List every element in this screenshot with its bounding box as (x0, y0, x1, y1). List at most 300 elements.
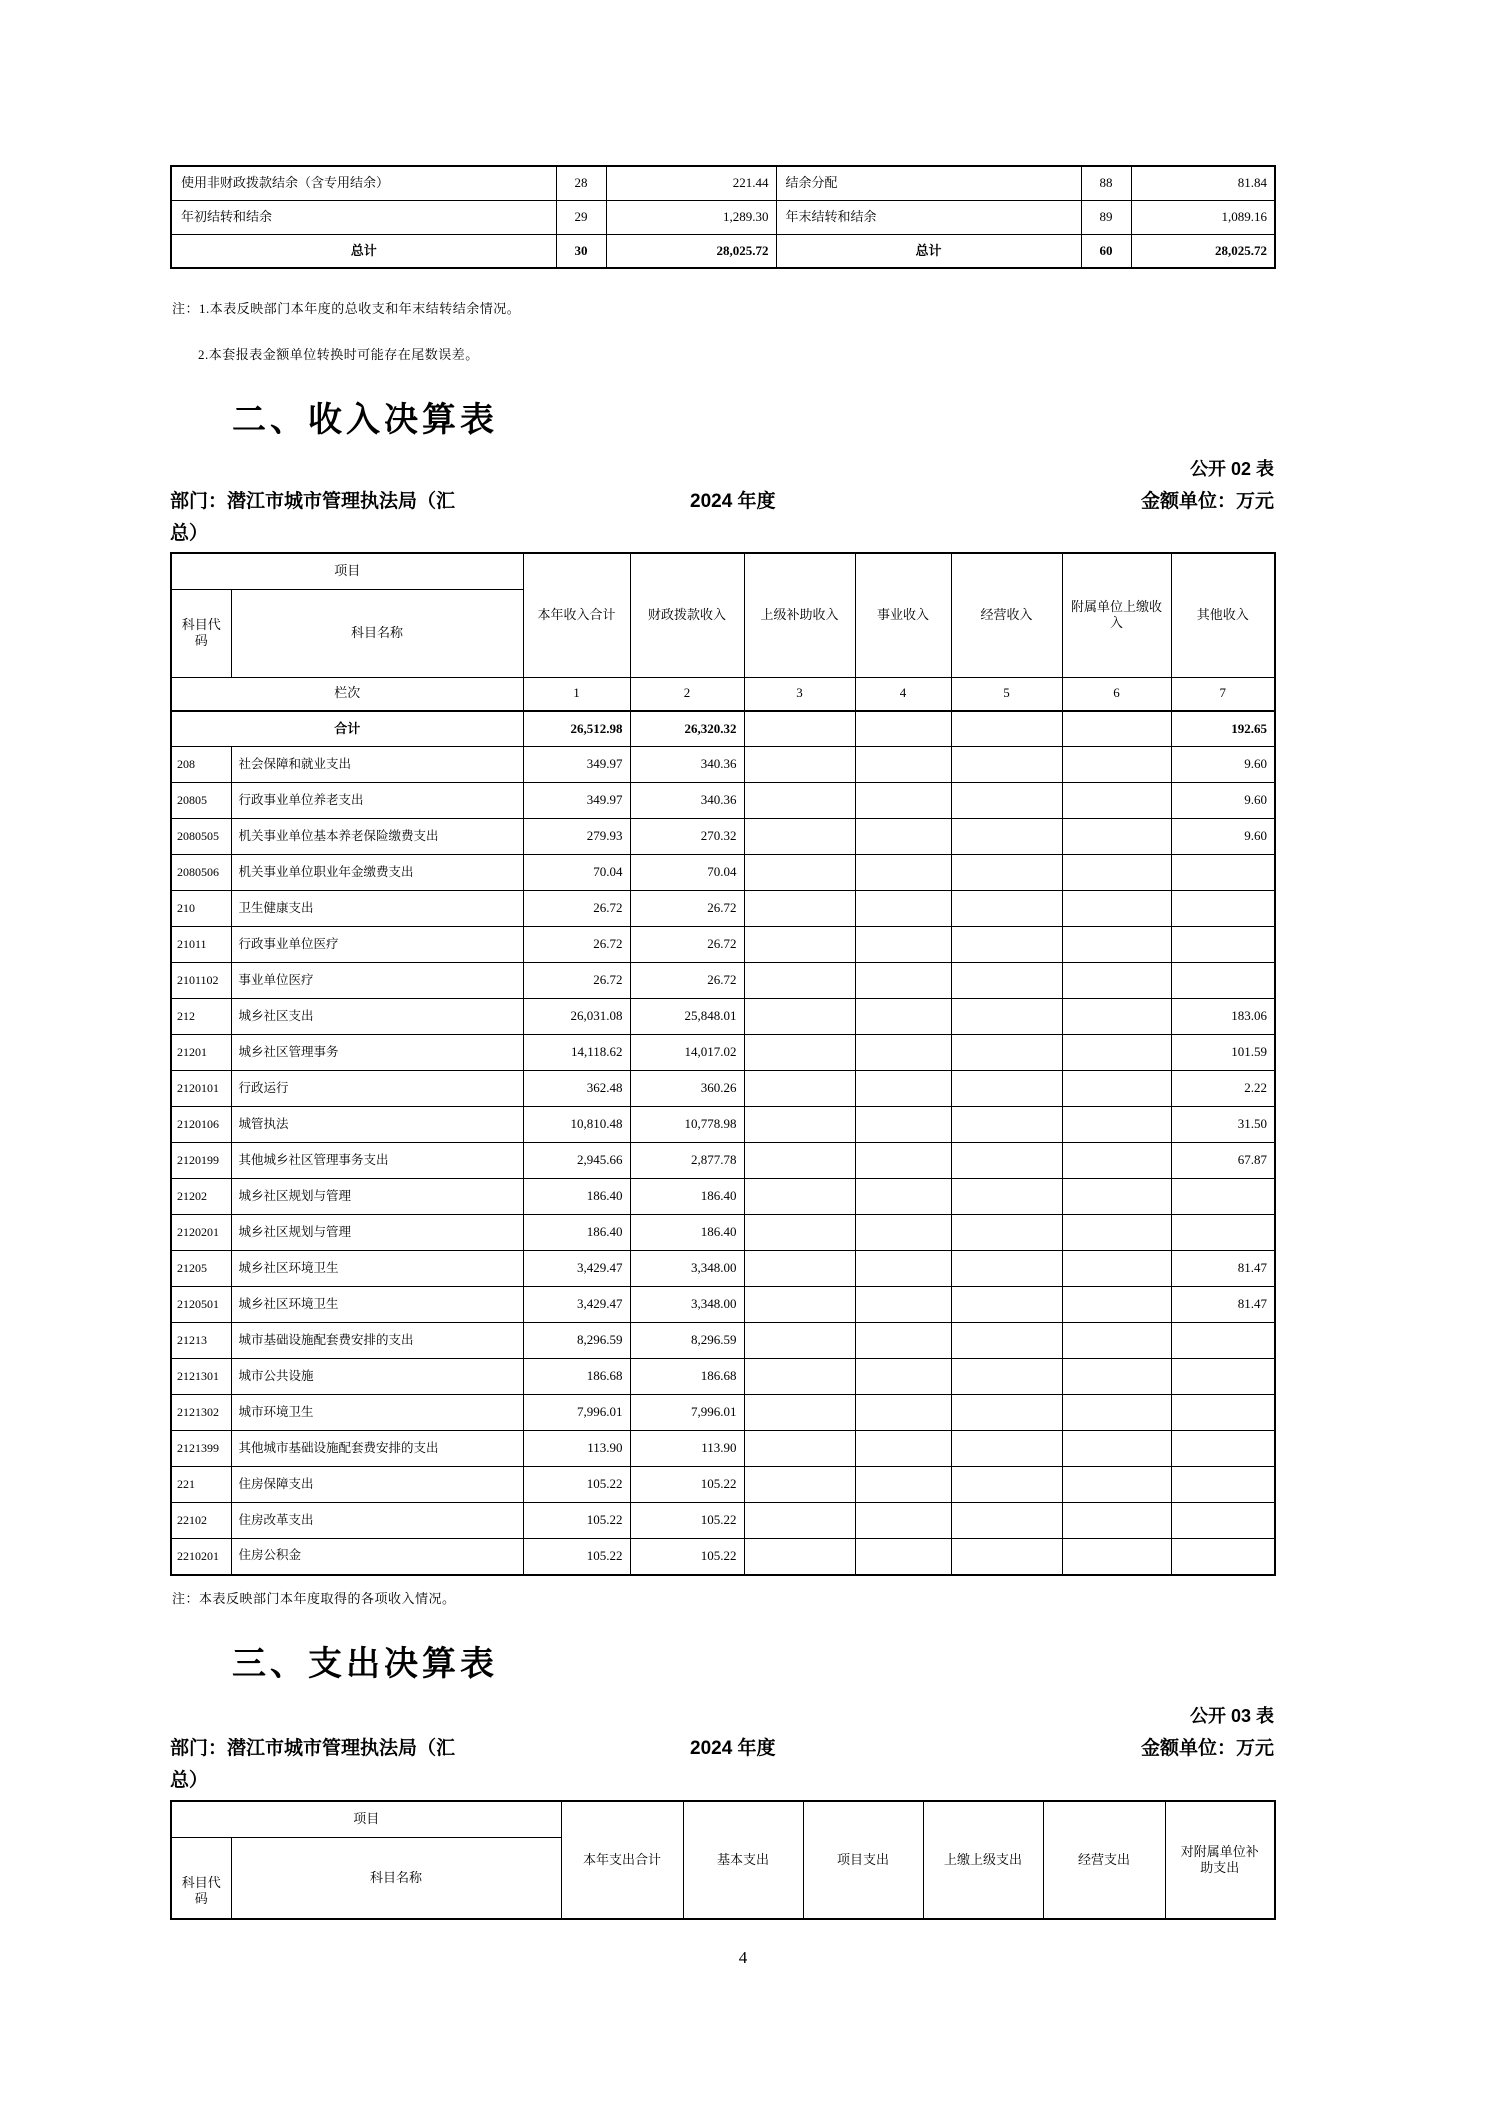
value-cell: 105.22 (630, 1539, 744, 1575)
expense-header-row-1 (171, 1801, 1275, 1837)
value-cell (744, 1035, 855, 1071)
value-cell (951, 927, 1062, 963)
amount-unit: 金额单位：万元 (1140, 1738, 1274, 1759)
note-2: 2.本套报表金额单位转换时可能存在尾数误差。 (198, 347, 479, 362)
value-cell (855, 1251, 951, 1287)
subject-name-cell: 城乡社区规划与管理 (231, 1179, 523, 1215)
value-cell (744, 855, 855, 891)
value-cell (951, 1503, 1062, 1539)
value-cell (1062, 1323, 1171, 1359)
value-cell (855, 1359, 951, 1395)
value-cell: 186.68 (630, 1359, 744, 1395)
column-header: 上级补助收入 (744, 553, 855, 677)
value-cell: 9.60 (1171, 819, 1275, 855)
subject-code-cell: 21205 (171, 1251, 231, 1287)
department-label: 部门：潜江市城市管理执法局（汇 (170, 491, 456, 512)
value-cell (1171, 1431, 1275, 1467)
value-cell (951, 1431, 1062, 1467)
value-cell (855, 963, 951, 999)
income-row (171, 891, 1275, 927)
value-cell: 360.26 (630, 1071, 744, 1107)
total-label: 合计 (171, 711, 523, 747)
total-value: 26,512.98 (523, 711, 630, 747)
value-cell (744, 1395, 855, 1431)
value-cell (951, 747, 1062, 783)
value-cell: 67.87 (1171, 1143, 1275, 1179)
subject-code-cell: 212 (171, 999, 231, 1035)
subject-code-cell: 21011 (171, 927, 231, 963)
value-cell (744, 1071, 855, 1107)
value-cell (744, 1539, 855, 1575)
income-row (171, 855, 1275, 891)
fiscal-year: 2024 年度 (690, 491, 776, 512)
income-row (171, 963, 1275, 999)
right-line-code: 89 (1081, 200, 1131, 234)
value-cell (951, 1071, 1062, 1107)
income-row (171, 1107, 1275, 1143)
value-cell (855, 1107, 951, 1143)
subject-code-header-text: 科目代码 (181, 1875, 221, 1907)
value-cell: 183.06 (1171, 999, 1275, 1035)
value-cell: 270.32 (630, 819, 744, 855)
fiscal-year: 2024 年度 (690, 1738, 776, 1759)
left-item-label: 总计 (171, 234, 556, 268)
value-cell: 26.72 (523, 963, 630, 999)
subject-name-cell: 城乡社区管理事务 (231, 1035, 523, 1071)
column-header: 项目支出 (803, 1801, 923, 1919)
value-cell: 349.97 (523, 747, 630, 783)
column-header: 经营收入 (951, 553, 1062, 677)
value-cell: 3,348.00 (630, 1287, 744, 1323)
value-cell (855, 1035, 951, 1071)
subject-code-cell: 20805 (171, 783, 231, 819)
right-item-label: 年末结转和结余 (776, 200, 1081, 234)
value-cell (951, 1107, 1062, 1143)
value-cell (855, 783, 951, 819)
column-header: 财政拨款收入 (630, 553, 744, 677)
value-cell: 186.68 (523, 1359, 630, 1395)
income-header-row-1 (171, 553, 1275, 589)
value-cell (951, 891, 1062, 927)
income-row (171, 1323, 1275, 1359)
expense-table (170, 1800, 1276, 1920)
column-index-label: 栏次 (171, 677, 523, 711)
value-cell (855, 819, 951, 855)
value-cell (855, 1071, 951, 1107)
value-cell (951, 1323, 1062, 1359)
value-cell (1171, 963, 1275, 999)
expense-meta-line (170, 1733, 1274, 1760)
value-cell (1062, 1503, 1171, 1539)
subject-name-cell: 机关事业单位职业年金缴费支出 (231, 855, 523, 891)
left-line-code: 30 (556, 234, 606, 268)
value-cell (1062, 927, 1171, 963)
department-label-wrap: 总） (170, 523, 209, 544)
amount-unit: 金额单位：万元 (1140, 491, 1274, 512)
value-cell (855, 1539, 951, 1575)
value-cell: 14,118.62 (523, 1035, 630, 1071)
subject-code-cell: 2080505 (171, 819, 231, 855)
value-cell: 186.40 (523, 1215, 630, 1251)
value-cell (1171, 1359, 1275, 1395)
value-cell (1171, 1539, 1275, 1575)
subject-code-cell: 2080506 (171, 855, 231, 891)
value-cell: 2,877.78 (630, 1143, 744, 1179)
income-row (171, 1467, 1275, 1503)
income-row (171, 1071, 1275, 1107)
value-cell (951, 1359, 1062, 1395)
value-cell (744, 1323, 855, 1359)
value-cell: 340.36 (630, 747, 744, 783)
value-cell (744, 1215, 855, 1251)
subject-code-cell: 2120106 (171, 1107, 231, 1143)
value-cell: 105.22 (630, 1503, 744, 1539)
value-cell: 105.22 (523, 1467, 630, 1503)
value-cell (855, 1143, 951, 1179)
subject-code-cell: 21201 (171, 1035, 231, 1071)
left-line-code: 29 (556, 200, 606, 234)
subject-code-cell: 2121302 (171, 1395, 231, 1431)
value-cell (951, 1395, 1062, 1431)
income-row (171, 999, 1275, 1035)
subject-code-cell: 221 (171, 1467, 231, 1503)
value-cell (1062, 783, 1171, 819)
column-header: 事业收入 (855, 553, 951, 677)
income-section-title: 二、收入决算表 (232, 401, 498, 439)
value-cell: 7,996.01 (523, 1395, 630, 1431)
subject-code-cell: 2121399 (171, 1431, 231, 1467)
value-cell (744, 1503, 855, 1539)
subject-code-header (171, 1837, 231, 1919)
value-cell: 105.22 (523, 1539, 630, 1575)
value-cell (951, 1035, 1062, 1071)
subject-code-cell: 2120199 (171, 1143, 231, 1179)
summary-row (171, 234, 1275, 268)
right-line-code: 88 (1081, 166, 1131, 200)
value-cell (855, 855, 951, 891)
value-cell: 279.93 (523, 819, 630, 855)
value-cell (951, 1179, 1062, 1215)
value-cell (1062, 1467, 1171, 1503)
subject-code-cell: 2121301 (171, 1359, 231, 1395)
income-row (171, 1035, 1275, 1071)
value-cell (855, 1323, 951, 1359)
total-value (1062, 711, 1171, 747)
value-cell (744, 819, 855, 855)
expense-table-code: 公开 03 表 (1189, 1706, 1274, 1726)
value-cell (951, 999, 1062, 1035)
value-cell (1062, 1251, 1171, 1287)
value-cell: 81.47 (1171, 1287, 1275, 1323)
value-cell (744, 1179, 855, 1215)
subject-name-cell: 卫生健康支出 (231, 891, 523, 927)
value-cell (1062, 1179, 1171, 1215)
income-row (171, 1143, 1275, 1179)
value-cell: 8,296.59 (523, 1323, 630, 1359)
subject-name-cell: 城管执法 (231, 1107, 523, 1143)
value-cell (1062, 1215, 1171, 1251)
value-cell: 10,810.48 (523, 1107, 630, 1143)
value-cell (855, 1179, 951, 1215)
value-cell (1062, 1431, 1171, 1467)
column-index: 7 (1171, 677, 1275, 711)
value-cell (951, 819, 1062, 855)
subject-name-cell: 住房保障支出 (231, 1467, 523, 1503)
subject-code-cell: 2101102 (171, 963, 231, 999)
income-table (170, 552, 1276, 1576)
value-cell: 26.72 (630, 963, 744, 999)
value-cell (951, 1143, 1062, 1179)
value-cell (1062, 891, 1171, 927)
subject-name-cell: 城乡社区规划与管理 (231, 1215, 523, 1251)
value-cell: 2.22 (1171, 1071, 1275, 1107)
column-header: 基本支出 (683, 1801, 803, 1919)
subject-code-cell: 2120501 (171, 1287, 231, 1323)
value-cell (1062, 1395, 1171, 1431)
column-index: 6 (1062, 677, 1171, 711)
income-row (171, 783, 1275, 819)
value-cell (744, 1431, 855, 1467)
right-amount: 81.84 (1131, 166, 1275, 200)
value-cell (951, 1251, 1062, 1287)
value-cell: 186.40 (630, 1215, 744, 1251)
subject-name-cell: 住房公积金 (231, 1539, 523, 1575)
income-table-note: 注：本表反映部门本年度取得的各项收入情况。 (172, 1591, 456, 1606)
value-cell: 7,996.01 (630, 1395, 744, 1431)
value-cell: 362.48 (523, 1071, 630, 1107)
value-cell (1062, 999, 1171, 1035)
value-cell: 105.22 (630, 1467, 744, 1503)
income-row (171, 747, 1275, 783)
subject-code-cell: 22102 (171, 1503, 231, 1539)
value-cell: 9.60 (1171, 783, 1275, 819)
value-cell: 105.22 (523, 1503, 630, 1539)
value-cell: 9.60 (1171, 747, 1275, 783)
value-cell (855, 1215, 951, 1251)
value-cell (855, 1287, 951, 1323)
value-cell: 10,778.98 (630, 1107, 744, 1143)
value-cell (1171, 1215, 1275, 1251)
value-cell (1171, 1395, 1275, 1431)
income-row (171, 1359, 1275, 1395)
value-cell (855, 1395, 951, 1431)
income-row (171, 1395, 1275, 1431)
value-cell (1171, 891, 1275, 927)
column-index: 4 (855, 677, 951, 711)
value-cell: 3,429.47 (523, 1287, 630, 1323)
value-cell (855, 1467, 951, 1503)
value-cell (951, 1215, 1062, 1251)
summary-row (171, 200, 1275, 234)
value-cell (951, 1287, 1062, 1323)
income-row (171, 1215, 1275, 1251)
value-cell (951, 963, 1062, 999)
column-header (1062, 553, 1171, 677)
value-cell: 26.72 (630, 927, 744, 963)
left-amount: 221.44 (606, 166, 776, 200)
subject-name-cell: 城市基础设施配套费安排的支出 (231, 1323, 523, 1359)
column-index-row (171, 677, 1275, 711)
subject-code-header-text: 科目代码 (181, 616, 221, 648)
subject-code-cell: 210 (171, 891, 231, 927)
value-cell: 70.04 (630, 855, 744, 891)
left-item-label: 使用非财政拨款结余（含专用结余） (171, 166, 556, 200)
column-index: 2 (630, 677, 744, 711)
subject-code-cell: 2120201 (171, 1215, 231, 1251)
value-cell: 26,031.08 (523, 999, 630, 1035)
project-header: 项目 (171, 553, 523, 589)
value-cell: 113.90 (630, 1431, 744, 1467)
value-cell: 26.72 (523, 927, 630, 963)
value-cell (744, 783, 855, 819)
value-cell: 8,296.59 (630, 1323, 744, 1359)
value-cell (951, 1539, 1062, 1575)
value-cell: 26.72 (630, 891, 744, 927)
value-cell (744, 891, 855, 927)
value-cell (1062, 747, 1171, 783)
income-meta-line (170, 486, 1274, 513)
column-header: 其他收入 (1171, 553, 1275, 677)
column-header: 经营支出 (1043, 1801, 1165, 1919)
value-cell (1062, 1287, 1171, 1323)
right-amount: 1,089.16 (1131, 200, 1275, 234)
value-cell: 3,348.00 (630, 1251, 744, 1287)
right-amount: 28,025.72 (1131, 234, 1275, 268)
subject-name-cell: 其他城乡社区管理事务支出 (231, 1143, 523, 1179)
value-cell: 349.97 (523, 783, 630, 819)
page-number: 4 (738, 1948, 748, 1967)
income-table-code: 公开 02 表 (1189, 459, 1274, 479)
value-cell (951, 1467, 1062, 1503)
income-row (171, 1179, 1275, 1215)
value-cell (855, 1431, 951, 1467)
income-row (171, 1503, 1275, 1539)
department-label-wrap: 总） (170, 1770, 209, 1791)
value-cell (1171, 1503, 1275, 1539)
subject-name-cell: 城市环境卫生 (231, 1395, 523, 1431)
value-cell (1171, 927, 1275, 963)
value-cell (1062, 855, 1171, 891)
income-row (171, 1431, 1275, 1467)
value-cell (1062, 1539, 1171, 1575)
value-cell: 25,848.01 (630, 999, 744, 1035)
value-cell (855, 1503, 951, 1539)
value-cell (744, 927, 855, 963)
subject-code-cell: 2120101 (171, 1071, 231, 1107)
column-index: 5 (951, 677, 1062, 711)
left-amount: 1,289.30 (606, 200, 776, 234)
value-cell (855, 891, 951, 927)
subject-name-cell: 城市公共设施 (231, 1359, 523, 1395)
value-cell: 186.40 (523, 1179, 630, 1215)
income-row (171, 1251, 1275, 1287)
subject-name-cell: 住房改革支出 (231, 1503, 523, 1539)
value-cell (744, 747, 855, 783)
income-row (171, 1287, 1275, 1323)
value-cell: 101.59 (1171, 1035, 1275, 1071)
value-cell (744, 1143, 855, 1179)
subject-name-cell: 城乡社区环境卫生 (231, 1287, 523, 1323)
subject-code-cell: 21213 (171, 1323, 231, 1359)
subject-name-cell: 行政事业单位医疗 (231, 927, 523, 963)
project-header: 项目 (171, 1801, 561, 1837)
summary-balance-table (170, 165, 1276, 269)
value-cell: 113.90 (523, 1431, 630, 1467)
right-line-code: 60 (1081, 234, 1131, 268)
left-item-label: 年初结转和结余 (171, 200, 556, 234)
income-total-row (171, 711, 1275, 747)
value-cell (744, 1359, 855, 1395)
value-cell (951, 855, 1062, 891)
subject-name-cell: 行政事业单位养老支出 (231, 783, 523, 819)
subject-name-cell: 城乡社区环境卫生 (231, 1251, 523, 1287)
total-value: 26,320.32 (630, 711, 744, 747)
subject-name-cell: 社会保障和就业支出 (231, 747, 523, 783)
value-cell: 3,429.47 (523, 1251, 630, 1287)
value-cell (744, 1467, 855, 1503)
income-row (171, 1539, 1275, 1575)
value-cell (1062, 1143, 1171, 1179)
value-cell (1062, 963, 1171, 999)
subject-name-header: 科目名称 (231, 1837, 561, 1919)
value-cell (744, 963, 855, 999)
column-header-text: 附属单位上缴收入 (1071, 599, 1163, 631)
value-cell (951, 783, 1062, 819)
subject-code-cell: 21202 (171, 1179, 231, 1215)
value-cell (1171, 1323, 1275, 1359)
value-cell (1062, 819, 1171, 855)
income-row (171, 819, 1275, 855)
value-cell (744, 1287, 855, 1323)
right-item-label: 结余分配 (776, 166, 1081, 200)
column-header: 本年收入合计 (523, 553, 630, 677)
subject-name-cell: 事业单位医疗 (231, 963, 523, 999)
value-cell (1171, 1179, 1275, 1215)
left-amount: 28,025.72 (606, 234, 776, 268)
subject-name-cell: 其他城市基础设施配套费安排的支出 (231, 1431, 523, 1467)
summary-row (171, 166, 1275, 200)
column-header: 本年支出合计 (561, 1801, 683, 1919)
left-line-code: 28 (556, 166, 606, 200)
right-item-label: 总计 (776, 234, 1081, 268)
value-cell: 70.04 (523, 855, 630, 891)
total-value: 192.65 (1171, 711, 1275, 747)
value-cell (1171, 1467, 1275, 1503)
value-cell (1062, 1107, 1171, 1143)
subject-name-cell: 城乡社区支出 (231, 999, 523, 1035)
subject-name-header: 科目名称 (231, 589, 523, 677)
column-header-text: 对附属单位补助支出 (1180, 1843, 1259, 1875)
value-cell (1062, 1035, 1171, 1071)
subject-code-cell: 208 (171, 747, 231, 783)
value-cell (855, 747, 951, 783)
column-index: 1 (523, 677, 630, 711)
note-1: 注：1.本表反映部门本年度的总收支和年末结转结余情况。 (172, 301, 521, 316)
subject-code-header (171, 589, 231, 677)
value-cell: 31.50 (1171, 1107, 1275, 1143)
value-cell (855, 927, 951, 963)
value-cell (1062, 1071, 1171, 1107)
value-cell: 26.72 (523, 891, 630, 927)
value-cell (744, 1251, 855, 1287)
value-cell: 14,017.02 (630, 1035, 744, 1071)
column-header (1165, 1801, 1275, 1919)
department-label: 部门：潜江市城市管理执法局（汇 (170, 1738, 456, 1759)
value-cell (744, 999, 855, 1035)
expense-section-title: 三、支出决算表 (232, 1645, 498, 1683)
value-cell: 81.47 (1171, 1251, 1275, 1287)
subject-name-cell: 机关事业单位基本养老保险缴费支出 (231, 819, 523, 855)
